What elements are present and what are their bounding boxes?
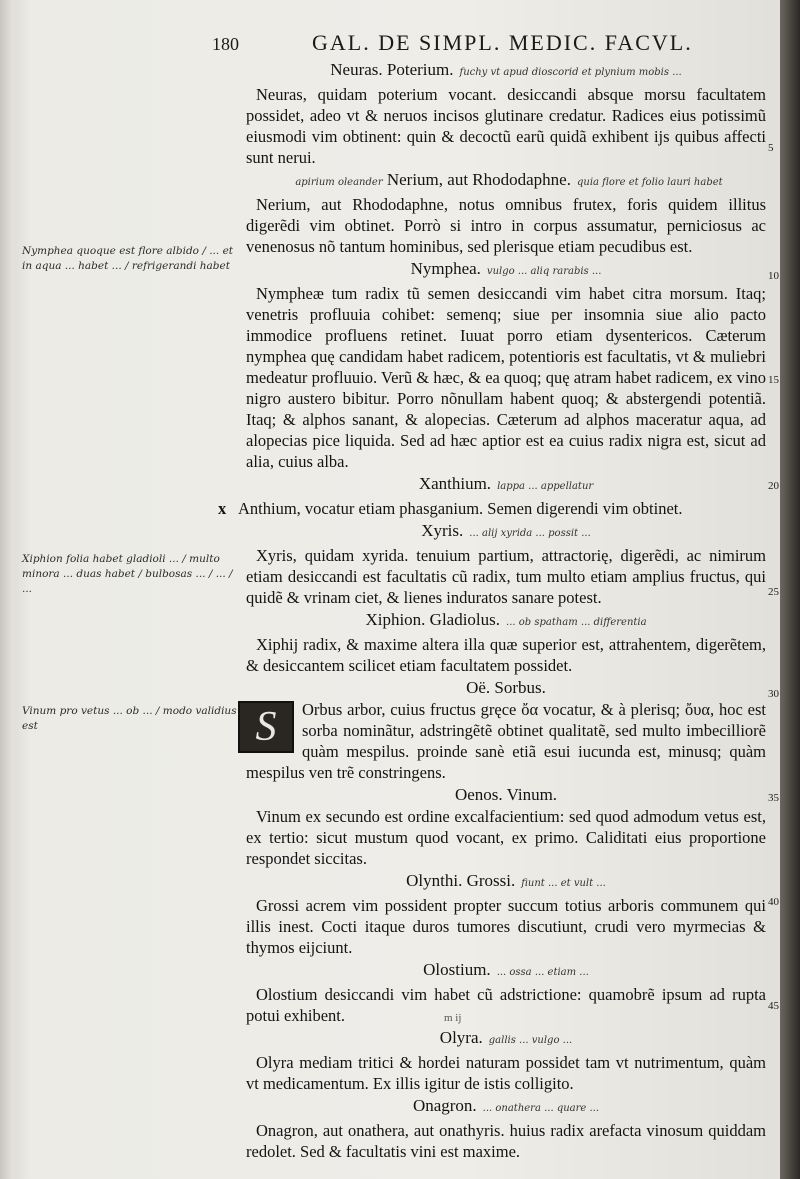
section-paragraph: Olostium desiccandi vim habet cũ adstrictione: quamobrẽ ipsum ad rupta potui exhibent.	[246, 985, 766, 1025]
section-heading: Oenos. Vinum.	[454, 785, 558, 804]
page-header	[0, 28, 780, 58]
section-paragraph: Onagron, aut onathera, aut onathyris. huius radix arefacta vinosum quiddam redolet. Sed & facultatis vini est maxime.	[246, 1121, 766, 1161]
handwritten-annotation: ... onathera ... quare ...	[482, 1103, 600, 1114]
section-paragraph: Neuras, quidam poterium vocant. desiccandi absque morsu facultatem possidet, adeo vt & neruos incisos glutinare credatur. Radices eius potissimũ eiusmodi vim obtinent: quin & decoctũ earũ quidã exhibent ijs quibus affecti sunt nerui.	[246, 85, 766, 167]
section-paragraph: Grossi acrem vim possident propter succum totius arboris communem qui illis inest. Cocti itaque duros tumores discutiunt, crudi vero myrmecias & thymos eijciunt.	[246, 896, 766, 957]
section-paragraph: Nerium, aut Rhododaphne, notus omnibus frutex, foris quidem illitus digerẽdi vim obtinet. Porrò si intro in corpus assumatur, perniciosus ac venenosus nõ tantum hominibus, sed plerisque etiam pecudibus est.	[246, 195, 766, 256]
section-heading: Olostium. ... ossa ... etiam ...	[423, 960, 589, 979]
line-number: 35	[768, 792, 779, 804]
signature-mark: m ij	[444, 1012, 462, 1024]
decorated-initial: S	[238, 701, 294, 753]
margin-note: Nymphea quoque est flore albido / ... et in aqua ... habet ... / refrigerandi habet	[22, 245, 234, 272]
handwritten-annotation: apirium oleander	[295, 177, 383, 188]
page-number: 180	[212, 34, 239, 54]
section-heading: Onagron. ... onathera ... quare ...	[412, 1096, 600, 1115]
handwritten-annotation: ... alij xyrida ... possit ...	[469, 528, 591, 539]
handwritten-annotation: vulgo ... aliq rarabis ...	[486, 266, 602, 277]
section-paragraph: Xiphij radix, & maxime altera illa quæ superior est, attrahentem, digerẽtem, & desiccantem scilicet etiam facultatem possidet.	[246, 635, 766, 675]
handwritten-annotation: ... ossa ... etiam ...	[496, 967, 589, 978]
handwritten-annotation: gallis ... vulgo ...	[488, 1035, 573, 1046]
section-heading: Olyra. gallis ... vulgo ...	[439, 1028, 573, 1047]
book-spine	[780, 0, 800, 1179]
section-paragraph: Vinum ex secundo est ordine excalfacientium: sed quod admodum vetus est, ex tertio: sicut mustum quod vocant, ex primo. Caliditati eius proportione respondet siccitas.	[246, 807, 766, 868]
section-paragraph: x Anthium, vocatur etiam phasganium. Semen digerendi vim obtinet.	[218, 499, 683, 518]
line-number: 15	[768, 374, 779, 386]
line-number: 5	[768, 142, 774, 154]
section-paragraph: Xyris, quidam xyrida. tenuium partium, attractorię, digerẽdi, ac nimirum etiam desiccandi est facultatis cũ radix, tum multo etiam amplius fructus, qui quidẽ & vrinam ciet, & lienes induratos sanare potest.	[246, 546, 766, 607]
section-heading: apirium oleander Nerium, aut Rhododaphne. quia flore et folio lauri habet	[295, 170, 723, 189]
margin-note: Xiphion folia habet gladioli ... / multo minora ... duas habet / bulbosas ... / ... / ...	[22, 553, 233, 595]
handwritten-annotation: quia flore et folio lauri habet	[576, 177, 723, 188]
section-heading: Olynthi. Grossi. fiunt ... et vult ...	[406, 871, 606, 890]
handwritten-annotation: fiunt ... et vult ...	[521, 878, 606, 889]
line-number: 10	[768, 270, 779, 282]
line-number: 25	[768, 586, 779, 598]
section-heading: Xanthium. lappa ... appellatur	[418, 474, 594, 493]
main-text	[218, 58, 766, 1162]
handwritten-annotation: fuchy vt apud dioscorid et plynium mobis ...	[459, 67, 682, 78]
page-left-edge	[0, 0, 14, 1179]
section-heading: Neuras. Poterium. fuchy vt apud dioscorid et plynium mobis ...	[330, 60, 682, 79]
running-head: GAL. DE SIMPL. MEDIC. FACVL.	[312, 30, 693, 55]
line-number: 40	[768, 896, 779, 908]
handwritten-annotation: ... ob spatham ... differentia	[506, 617, 647, 628]
handwritten-annotation: lappa ... appellatur	[497, 481, 594, 492]
line-number: 30	[768, 688, 779, 700]
section-paragraph: Nympheæ tum radix tũ semen desiccandi vim habet citra morsum. Itaq; venetris profluuia cohibet: semenq; siue per insomnia siue alio pacto immodice profluens retinet. Iuuat porro etiam dysentericos. Cæterum nymphea quę candidam habet radicem, potentioris est facultatis, vt & muliebri medeatur profluuio. Verũ & hæc, & ea quoq; quę atram habet radicem, ex vino nigro austero bibitur. Porro nõnullam habent quoq; & abstergendi potentiã. Itaq; & alphos sanant, & alopecias. Cæterum ad alphos maceratur aqua, ad alopecias pice liquida. Sed ad hæc aptior est ea cuius radix nigra est, sicut ad alia, cuius alba.	[246, 284, 766, 471]
line-number: 45	[768, 1000, 779, 1012]
x-mark: x	[218, 499, 227, 518]
section-heading: Xyris. ... alij xyrida ... possit ...	[421, 521, 591, 540]
section-paragraph: Olyra mediam tritici & hordei naturam possidet tam vt nutrimentum, quàm vt medicamentum. Ex illis igitur de istis colligito.	[246, 1053, 766, 1093]
line-number: 20	[768, 480, 779, 492]
section-heading: Nymphea. vulgo ... aliq rarabis ...	[410, 259, 602, 278]
section-heading: Oë. Sorbus.	[466, 678, 546, 697]
section-paragraph: S Orbus arbor, cuius fructus gręce ὄα vocatur, & à plerisq; ὄυα, hoc est sorba nominãtur, adstringẽtẽ obtinet qualitatẽ, sed multo imbecilliorẽ quàm mespilus. proinde sanè etiã esui iucunda est, minusq; quàm mespilus ven trẽ constringens.	[246, 699, 766, 783]
section-heading: Xiphion. Gladiolus. ... ob spatham ... differentia	[365, 610, 647, 629]
margin-note: Vinum pro vetus ... ob ... / modo validius est	[22, 705, 237, 732]
